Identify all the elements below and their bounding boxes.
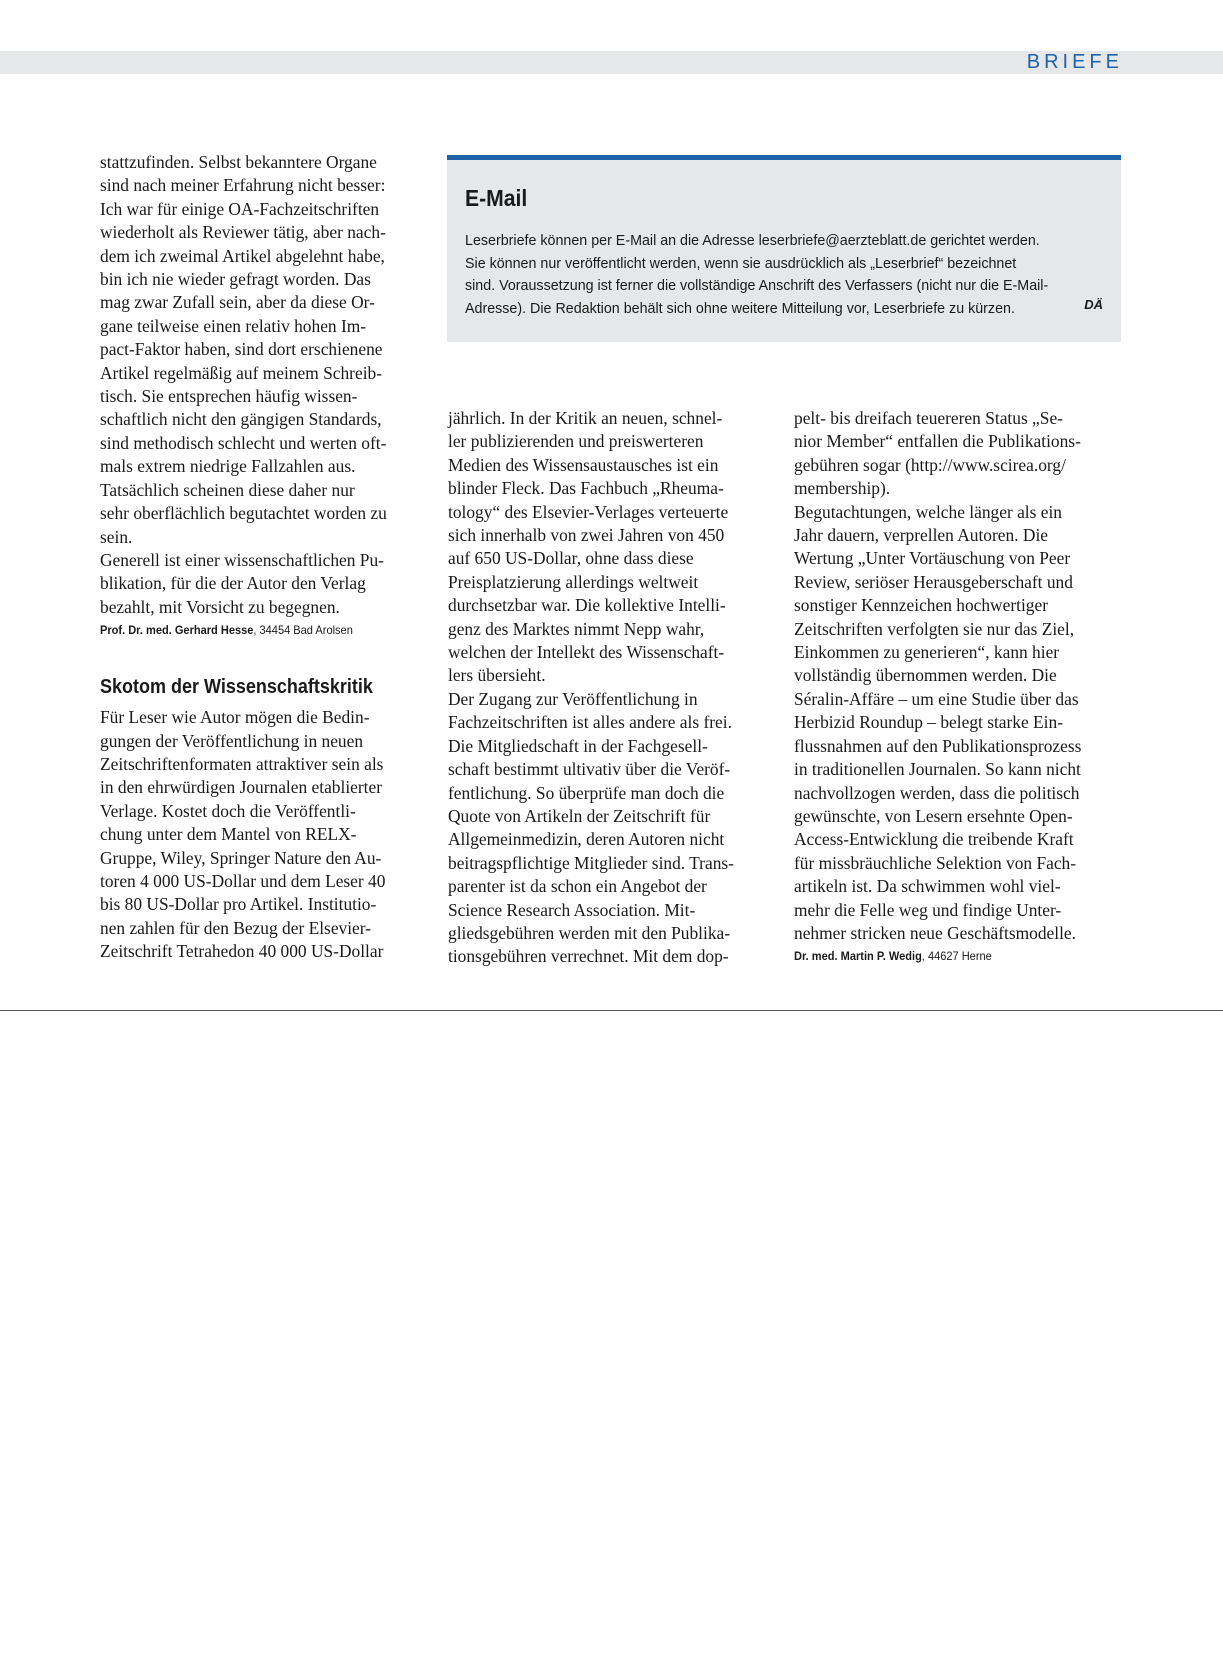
email-box-line: sind. Voraussetzung ist ferner die vollständige Anschrift des Verfassers (nicht nur die E-Mail- <box>465 277 1049 294</box>
email-box-line: Adresse). Die Redaktion behält sich ohne weitere Mitteilung vor, Leserbriefe zu kürzen. <box>465 299 1015 317</box>
column-2 <box>448 407 778 969</box>
bottom-divider <box>0 1010 1223 1011</box>
text-line: Access-Entwicklung die treibende Kraft <box>794 829 1074 850</box>
text-line: chung unter dem Mantel von RELX- <box>100 824 357 845</box>
text-line: fentlichung. So überprüfe man doch die <box>448 782 725 803</box>
text-line: bezahlt, mit Vorsicht zu begegnen. <box>100 596 340 617</box>
text-line: nehmer stricken neue Geschäftsmodelle. <box>794 922 1077 943</box>
email-box-line: Sie können nur veröffentlicht werden, wenn sie ausdrücklich als „Leserbrief“ bezeichnet <box>465 254 1017 272</box>
text-line: nior Member“ entfallen die Publikations- <box>794 431 1081 452</box>
text-line: sein. <box>100 526 133 547</box>
text-line: Die Mitgliedschaft in der Fachgesell- <box>448 735 708 756</box>
letter-hesse-text <box>100 151 430 619</box>
text-line: flussnahmen auf den Publikationsprozess <box>794 735 1082 756</box>
author-place: , 34454 Bad Arolsen <box>253 623 353 638</box>
letter-signature-wedig <box>794 946 1098 966</box>
text-line: gewünschte, von Lesern ersehnte Open- <box>794 805 1073 826</box>
author-place: , 44627 Herne <box>921 949 992 964</box>
text-line: dem ich zweimal Artikel abgelehnt habe, <box>100 245 385 266</box>
text-line: in traditionellen Journalen. So kann nicht <box>794 759 1081 780</box>
letter-wedig-text-part1 <box>100 706 430 963</box>
text-line: Zeitschriftenformaten attraktiver sein als <box>100 753 384 774</box>
text-line: nen zahlen für den Bezug der Elsevier- <box>100 917 372 938</box>
text-line: mag zwar Zufall sein, aber da diese Or- <box>100 292 375 313</box>
text-line: Fachzeitschriften ist alles andere als frei. <box>448 712 732 733</box>
text-line: Begutachtungen, welche länger als ein <box>794 501 1063 522</box>
text-line: Medien des Wissensaustausches ist ein <box>448 454 719 475</box>
text-line: gane teilweise einen relativ hohen Im- <box>100 315 367 336</box>
text-line: genz des Marktes nimmt Nepp wahr, <box>448 618 705 639</box>
column-3 <box>794 407 1124 966</box>
text-line: membership). <box>794 478 891 499</box>
text-line: Jahr dauern, verprellen Autoren. Die <box>794 525 1048 546</box>
section-label: BRIEFE <box>1026 51 1123 73</box>
email-box-text <box>465 230 1067 320</box>
text-line: gliedsgebühren werden mit den Publika- <box>448 922 731 943</box>
text-line: mehr die Felle weg und findige Unter- <box>794 899 1062 920</box>
text-line: bin ich nie wieder gefragt worden. Das <box>100 269 371 290</box>
text-line: lers übersieht. <box>448 665 546 686</box>
text-line: durchsetzbar war. Die kollektive Intelli- <box>448 595 726 616</box>
text-line: sich innerhalb von zwei Jahren von 450 <box>448 525 725 546</box>
text-line: Quote von Artikeln der Zeitschrift für <box>448 805 711 826</box>
letter-heading: Skotom der Wissenschaftskritik <box>100 676 373 699</box>
text-line: Zeitschriften verfolgten sie nur das Ziel, <box>794 618 1075 639</box>
text-line: Zeitschrift Tetrahedon 40 000 US-Dollar <box>100 941 384 962</box>
text-line: sind nach meiner Erfahrung nicht besser: <box>100 175 386 196</box>
text-line: Verlage. Kostet doch die Veröffentli- <box>100 800 356 821</box>
text-line: toren 4 000 US-Dollar und dem Leser 40 <box>100 870 386 891</box>
text-line: mals extrem niedrige Fallzahlen aus. <box>100 456 356 477</box>
text-line: sonstiger Kennzeichen hochwertiger <box>794 595 1048 616</box>
text-line: Der Zugang zur Veröffentlichung in <box>448 688 698 709</box>
text-line: vollständig übernommen werden. Die <box>794 665 1057 686</box>
text-line: tology“ des Elsevier-Verlages verteuerte <box>448 501 729 522</box>
email-box-title: E-Mail <box>465 185 528 211</box>
text-line: blikation, für die der Autor den Verlag <box>100 573 366 594</box>
text-line: Wertung „Unter Vortäuschung von Peer <box>794 548 1071 569</box>
text-line: parenter ist da schon ein Angebot der <box>448 876 707 897</box>
text-line: Tatsächlich scheinen diese daher nur <box>100 479 355 500</box>
text-line: tisch. Sie entsprechen häufig wissen- <box>100 386 358 407</box>
text-line: bis 80 US-Dollar pro Artikel. Institutio- <box>100 894 377 915</box>
text-line: pact-Faktor haben, sind dort erschienene <box>100 339 383 360</box>
text-line: gungen der Veröffentlichung in neuen <box>100 730 364 751</box>
text-line: Artikel regelmäßig auf meinem Schreib- <box>100 362 383 383</box>
text-line: beitragspflichtige Mitglieder sind. Trans- <box>448 852 734 873</box>
text-line: artikeln ist. Da schwimmen wohl viel- <box>794 876 1061 897</box>
text-line: sind methodisch schlecht und werten oft- <box>100 432 387 453</box>
text-line: Allgemeinmedizin, deren Autoren nicht <box>448 829 725 850</box>
text-line: für missbräuchliche Selektion von Fach- <box>794 852 1077 873</box>
author-name: Dr. med. Martin P. Wedig <box>794 949 922 964</box>
text-line: Ich war für einige OA-Fachzeitschriften <box>100 198 380 219</box>
text-line: blinder Fleck. Das Fachbuch „Rheuma- <box>448 478 724 499</box>
email-box-signature: DÄ <box>1084 297 1103 312</box>
text-line: stattzufinden. Selbst bekanntere Organe <box>100 152 377 172</box>
text-line: Für Leser wie Autor mögen die Bedin- <box>100 707 370 728</box>
text-line: Herbizid Roundup – belegt starke Ein- <box>794 712 1064 733</box>
text-line: Preisplatzierung allerdings weltweit <box>448 571 699 592</box>
email-info-box <box>447 155 1121 342</box>
text-line: welchen der Intellekt des Wissenschaft- <box>448 642 725 663</box>
letter-signature-hesse <box>100 620 404 640</box>
text-line: Séralin-Affäre – um eine Studie über das <box>794 688 1079 709</box>
text-line: schaft bestimmt ultivativ über die Veröf- <box>448 759 731 780</box>
text-line: nachvollzogen werden, dass die politisch <box>794 782 1080 803</box>
text-line: in den ehrwürdigen Journalen etablierter <box>100 777 383 798</box>
text-line: Review, seriöser Herausgeberschaft und <box>794 571 1073 592</box>
text-line: Science Research Association. Mit- <box>448 899 696 920</box>
author-name: Prof. Dr. med. Gerhard Hesse <box>100 623 254 638</box>
text-line: schaftlich nicht den gängigen Standards, <box>100 409 382 430</box>
text-line: Generell ist einer wissenschaftlichen Pu- <box>100 549 384 570</box>
text-line: pelt- bis dreifach teuereren Status „Se- <box>794 408 1063 428</box>
email-box-line: Leserbriefe können per E-Mail an die Adresse leserbriefe@aerzteblatt.de gerichtet werden. <box>465 232 1040 249</box>
text-line: ler publizierenden und preiswerteren <box>448 431 704 452</box>
text-line: wiederholt als Reviewer tätig, aber nach- <box>100 222 386 243</box>
column-1 <box>100 151 430 964</box>
text-line: Einkommen zu generieren“, kann hier <box>794 642 1060 663</box>
text-line: gebühren sogar (http://www.scirea.org/ <box>794 454 1066 475</box>
text-line: tionsgebühren verrechnet. Mit dem dop- <box>448 946 729 967</box>
text-line: auf 650 US-Dollar, ohne dass diese <box>448 548 694 569</box>
text-line: sehr oberflächlich begutachtet worden zu <box>100 503 387 524</box>
text-line: Gruppe, Wiley, Springer Nature den Au- <box>100 847 382 868</box>
text-line: jährlich. In der Kritik an neuen, schnel- <box>448 408 723 428</box>
